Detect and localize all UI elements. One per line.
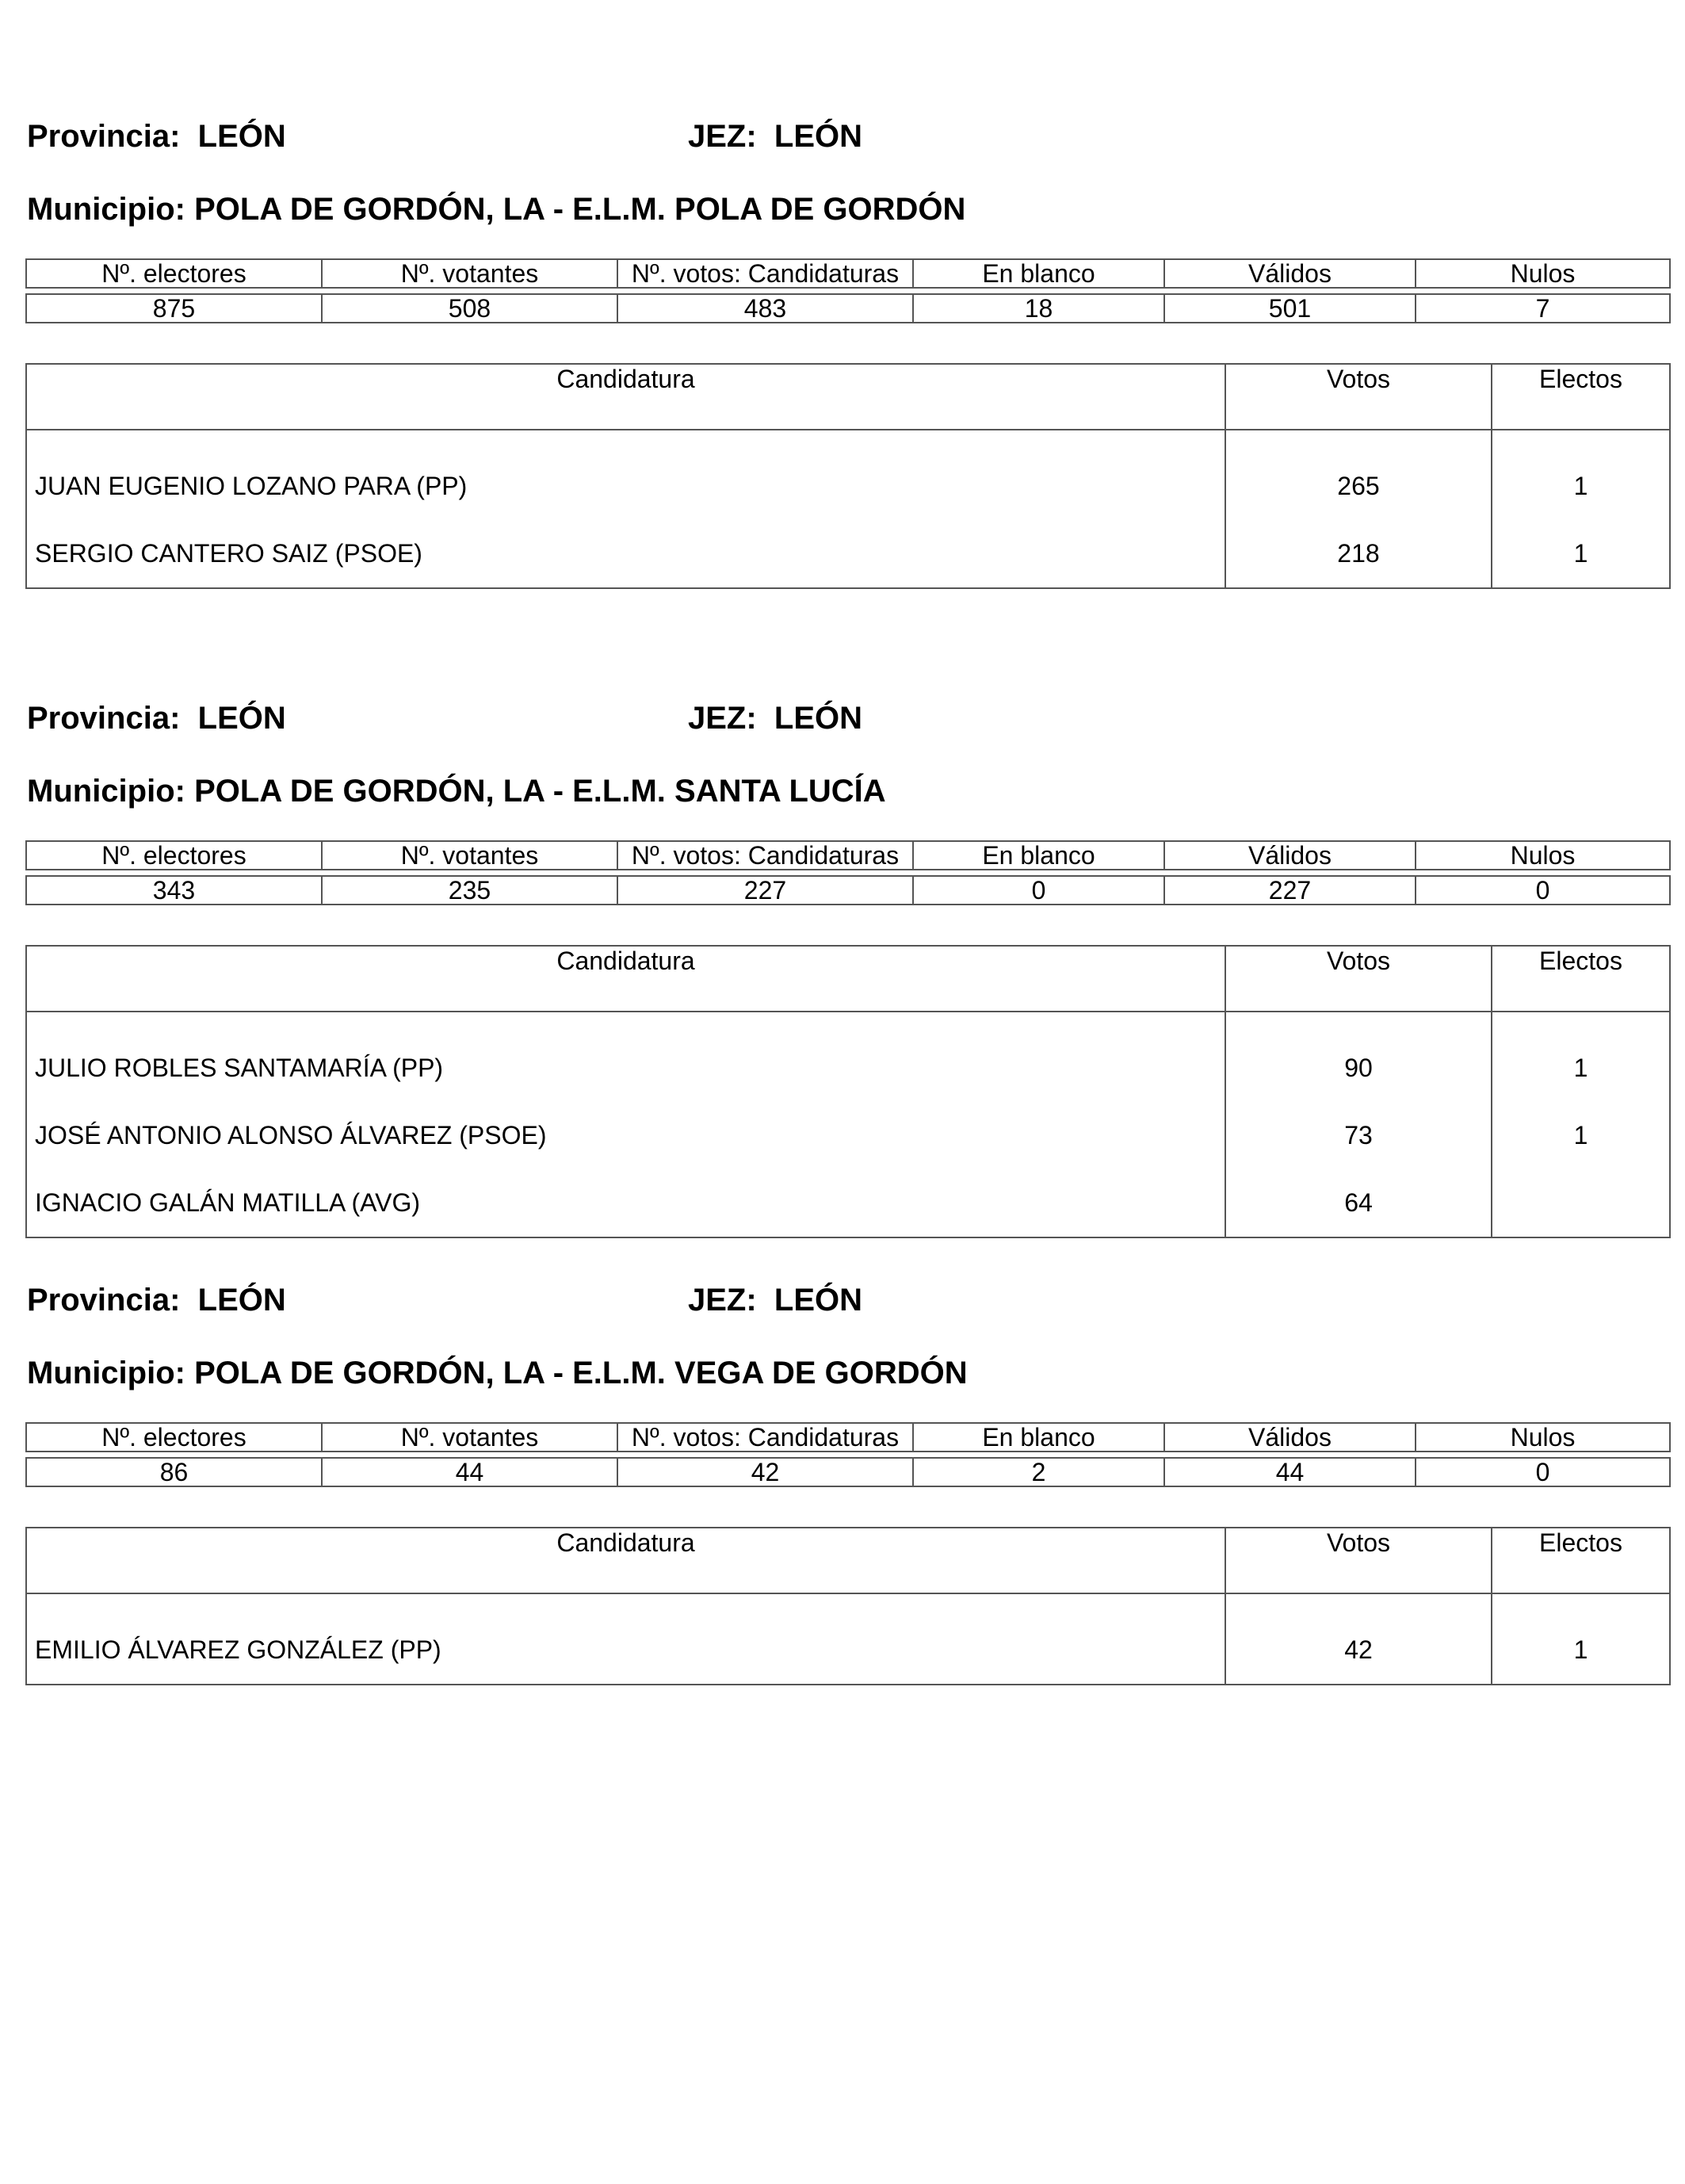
jez-line xyxy=(688,1284,862,1316)
candidate-name: IGNACIO GALÁN MATILLA (AVG) xyxy=(26,1169,1225,1237)
stats-value-row xyxy=(26,876,1670,905)
candidate-votos: 265 xyxy=(1225,430,1492,520)
candidate-name: SERGIO CANTERO SAIZ (PSOE) xyxy=(26,520,1225,588)
municipio-line xyxy=(27,1357,968,1389)
jez-label: JEZ: xyxy=(688,1283,757,1318)
provincia-value: LEÓN xyxy=(197,1283,286,1318)
stat-value: 227 xyxy=(1164,876,1416,905)
municipio-label: Municipio: xyxy=(27,192,185,227)
municipio-value: POLA DE GORDÓN, LA - E.L.M. VEGA DE GORDÓN xyxy=(194,1356,968,1390)
provincia-line xyxy=(27,1284,286,1316)
candidate-votos: 90 xyxy=(1225,1012,1492,1102)
stat-header: Nº. votantes xyxy=(322,1423,617,1452)
stats-value-row xyxy=(26,1458,1670,1486)
candidate-votos: 64 xyxy=(1225,1169,1492,1237)
stat-header: Nº. votantes xyxy=(322,841,617,870)
stats-table xyxy=(25,258,1671,323)
candidates-header-row xyxy=(26,946,1670,1012)
jez-value: LEÓN xyxy=(774,701,863,736)
cand-header: Votos xyxy=(1225,1528,1492,1593)
cand-header: Candidatura xyxy=(26,946,1225,1012)
cand-header: Electos xyxy=(1492,364,1670,430)
candidate-electos: 1 xyxy=(1492,430,1670,520)
jez-value: LEÓN xyxy=(774,1283,863,1318)
municipio-line xyxy=(27,775,886,807)
candidates-header-row xyxy=(26,1528,1670,1593)
stat-header: Válidos xyxy=(1164,841,1416,870)
stat-value: 501 xyxy=(1164,294,1416,323)
cand-header: Votos xyxy=(1225,946,1492,1012)
candidates-table xyxy=(25,363,1671,589)
stat-header: Válidos xyxy=(1164,1423,1416,1452)
candidate-row xyxy=(26,520,1670,588)
candidates-table xyxy=(25,945,1671,1238)
candidate-electos xyxy=(1492,1169,1670,1237)
cand-header: Candidatura xyxy=(26,364,1225,430)
stats-value-row xyxy=(26,294,1670,323)
candidate-electos: 1 xyxy=(1492,1593,1670,1685)
stat-value: 2 xyxy=(913,1458,1164,1486)
municipio-label: Municipio: xyxy=(27,774,185,809)
stat-header: En blanco xyxy=(913,1423,1164,1452)
cand-header: Votos xyxy=(1225,364,1492,430)
stat-value: 0 xyxy=(1416,1458,1670,1486)
stats-header-row xyxy=(26,841,1670,870)
provincia-label: Provincia: xyxy=(27,1283,181,1318)
stat-value: 86 xyxy=(26,1458,322,1486)
candidate-name: JUAN EUGENIO LOZANO PARA (PP) xyxy=(26,430,1225,520)
stats-header-row xyxy=(26,259,1670,288)
stats-header-row xyxy=(26,1423,1670,1452)
municipio-line xyxy=(27,193,965,225)
candidate-name: JOSÉ ANTONIO ALONSO ÁLVAREZ (PSOE) xyxy=(26,1102,1225,1169)
stat-header: Nº. electores xyxy=(26,259,322,288)
provincia-label: Provincia: xyxy=(27,701,181,736)
stat-header: En blanco xyxy=(913,841,1164,870)
cand-header: Candidatura xyxy=(26,1528,1225,1593)
stat-header: Nº. votos: Candidaturas xyxy=(617,1423,913,1452)
provincia-line xyxy=(27,120,286,152)
stat-value: 508 xyxy=(322,294,617,323)
jez-line xyxy=(688,120,862,152)
provincia-line xyxy=(27,702,286,734)
stats-table xyxy=(25,840,1671,905)
provincia-value: LEÓN xyxy=(197,701,286,736)
candidate-votos: 42 xyxy=(1225,1593,1492,1685)
candidate-votos: 218 xyxy=(1225,520,1492,588)
candidate-electos: 1 xyxy=(1492,1012,1670,1102)
stat-header: Nº. votantes xyxy=(322,259,617,288)
stat-header: Válidos xyxy=(1164,259,1416,288)
stat-value: 0 xyxy=(1416,876,1670,905)
candidate-row xyxy=(26,1593,1670,1685)
candidate-votos: 73 xyxy=(1225,1102,1492,1169)
candidates-table xyxy=(25,1527,1671,1685)
stat-header: Nº. votos: Candidaturas xyxy=(617,259,913,288)
candidate-row xyxy=(26,1102,1670,1169)
candidate-row xyxy=(26,1012,1670,1102)
stat-header: Nº. electores xyxy=(26,1423,322,1452)
stat-value: 44 xyxy=(322,1458,617,1486)
stat-value: 227 xyxy=(617,876,913,905)
jez-line xyxy=(688,702,862,734)
jez-label: JEZ: xyxy=(688,701,757,736)
stat-value: 235 xyxy=(322,876,617,905)
stat-header: Nulos xyxy=(1416,1423,1670,1452)
candidate-name: JULIO ROBLES SANTAMARÍA (PP) xyxy=(26,1012,1225,1102)
stat-header: Nulos xyxy=(1416,841,1670,870)
provincia-value: LEÓN xyxy=(197,119,286,154)
stat-value: 343 xyxy=(26,876,322,905)
candidate-electos: 1 xyxy=(1492,1102,1670,1169)
municipio-value: POLA DE GORDÓN, LA - E.L.M. POLA DE GORDÓN xyxy=(194,192,966,227)
stat-header: Nº. votos: Candidaturas xyxy=(617,841,913,870)
cand-header: Electos xyxy=(1492,1528,1670,1593)
cand-header: Electos xyxy=(1492,946,1670,1012)
stat-header: En blanco xyxy=(913,259,1164,288)
stat-value: 18 xyxy=(913,294,1164,323)
municipio-value: POLA DE GORDÓN, LA - E.L.M. SANTA LUCÍA xyxy=(194,774,886,809)
provincia-label: Provincia: xyxy=(27,119,181,154)
stat-value: 7 xyxy=(1416,294,1670,323)
stat-header: Nº. electores xyxy=(26,841,322,870)
jez-label: JEZ: xyxy=(688,119,757,154)
jez-value: LEÓN xyxy=(774,119,863,154)
candidate-electos: 1 xyxy=(1492,520,1670,588)
stat-value: 483 xyxy=(617,294,913,323)
stat-value: 0 xyxy=(913,876,1164,905)
candidate-row xyxy=(26,1169,1670,1237)
stat-header: Nulos xyxy=(1416,259,1670,288)
candidate-name: EMILIO ÁLVAREZ GONZÁLEZ (PP) xyxy=(26,1593,1225,1685)
stat-value: 875 xyxy=(26,294,322,323)
municipio-label: Municipio: xyxy=(27,1356,185,1390)
candidates-header-row xyxy=(26,364,1670,430)
candidate-row xyxy=(26,430,1670,520)
stat-value: 44 xyxy=(1164,1458,1416,1486)
stat-value: 42 xyxy=(617,1458,913,1486)
stats-table xyxy=(25,1422,1671,1487)
